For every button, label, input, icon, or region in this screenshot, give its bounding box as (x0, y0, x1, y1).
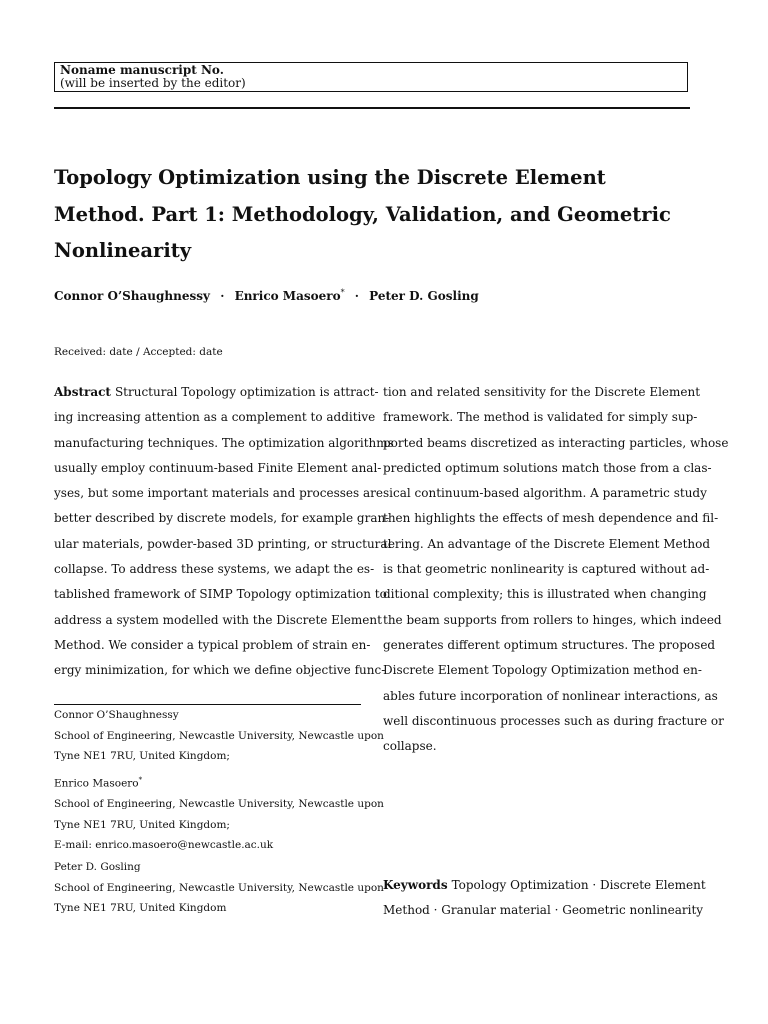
affiliation-line: School of Engineering, Newcastle University, Newcastle upon (54, 729, 384, 742)
abstract-line: predicted optimum solutions match those from a clas- (383, 460, 712, 475)
corresponding-author-mark: * (340, 288, 345, 297)
abstract-line: address a system modelled with the Discrete Element (54, 612, 382, 627)
abstract-line: tion and related sensitivity for the Discrete Element (383, 385, 701, 399)
keywords-heading: Keywords (383, 878, 448, 892)
abstract-line: tering. An advantage of the Discrete Element Method (383, 536, 711, 551)
abstract-line: yses, but some important materials and processes are (54, 486, 383, 501)
abstract-heading: Abstract (54, 385, 111, 399)
abstract-line: usually employ continuum-based Finite Element anal- (54, 460, 382, 475)
affiliation-email[interactable]: E-mail: enrico.masoero@newcastle.ac.uk (54, 839, 274, 851)
abstract-line (54, 380, 379, 405)
keywords-block (383, 873, 706, 924)
title-line: Topology Optimization using the Discrete Element (54, 166, 606, 189)
affiliation-author: Peter D. Gosling (54, 861, 141, 873)
abstract-line: well discontinuous processes such as during fracture or (383, 713, 724, 728)
abstract-line: tablished framework of SIMP Topology optimization to (54, 587, 387, 602)
abstract-line: generates different optimum structures. The proposed (383, 637, 716, 652)
title-line: Nonlinearity (54, 239, 192, 262)
author-separator: · (354, 289, 359, 303)
author-separator: · (220, 289, 225, 303)
received-date: Received: date / Accepted: date (54, 346, 223, 358)
title-line: Method. Part 1: Methodology, Validation, and Geometric (54, 202, 671, 226)
editor-note: (will be inserted by the editor) (60, 76, 246, 90)
abstract-line: then highlights the effects of mesh dependence and fil- (383, 511, 719, 526)
abstract-line: manufacturing techniques. The optimization algorithms (54, 435, 394, 450)
affiliation-author-row (54, 770, 374, 794)
abstract-line: ular materials, powder-based 3D printing, or structural (54, 536, 392, 551)
header-rule (54, 107, 690, 109)
abstract-line: ergy minimization, for which we define objective func- (54, 663, 386, 678)
author-name: Peter D. Gosling (369, 289, 479, 303)
abstract-line: ables future incorporation of nonlinear interactions, as (383, 688, 718, 703)
abstract-line: framework. The method is validated for simply sup- (383, 410, 698, 425)
author-list (54, 288, 479, 303)
affiliation-block (54, 770, 384, 856)
abstract-line: ported beams discretized as interacting particles, whose (383, 435, 729, 450)
abstract-line: ditional complexity; this is illustrated when changing (383, 587, 707, 602)
abstract-right-column (383, 380, 729, 759)
affiliation-author: Connor O’Shaughnessy (54, 709, 179, 721)
paper-title (54, 160, 704, 270)
affiliation-line: Tyne NE1 7RU, United Kingdom; (54, 818, 230, 831)
author-name: Enrico Masoero (234, 289, 341, 303)
affiliation-block (54, 705, 384, 767)
abstract-line: ing increasing attention as a complement to additive (54, 410, 376, 425)
affiliation-block (54, 857, 384, 919)
abstract-line: is that geometric nonlinearity is captured without ad- (383, 562, 710, 577)
keywords-line: Method · Granular material · Geometric nonlinearity (383, 903, 704, 918)
keywords-text: Topology Optimization · Discrete Element (451, 878, 706, 892)
keywords-line (383, 873, 706, 898)
abstract-line: the beam supports from rollers to hinges, which indeed (383, 612, 722, 627)
abstract-line: sical continuum-based algorithm. A parametric study (383, 486, 707, 501)
abstract-line: better described by discrete models, for example gran- (54, 511, 390, 526)
affiliation-author: Enrico Masoero (54, 777, 139, 790)
abstract-line: collapse. (383, 739, 437, 754)
abstract-line: collapse. To address these systems, we adapt the es- (54, 562, 375, 577)
affiliation-line: School of Engineering, Newcastle University, Newcastle upon (54, 881, 384, 894)
manuscript-number: Noname manuscript No. (60, 63, 224, 77)
abstract-text: Structural Topology optimization is attract- (114, 385, 379, 399)
manuscript-box (54, 62, 688, 92)
abstract-line: Method. We consider a typical problem of strain en- (54, 637, 371, 652)
abstract-left-column (54, 380, 394, 684)
abstract-line: Discrete Element Topology Optimization method en- (383, 663, 702, 678)
affiliation-line: Tyne NE1 7RU, United Kingdom; (54, 750, 230, 762)
affiliation-line: Tyne NE1 7RU, United Kingdom (54, 902, 227, 914)
affiliation-line: School of Engineering, Newcastle University, Newcastle upon (54, 798, 384, 810)
author-name: Connor O’Shaughnessy (54, 289, 210, 303)
corresponding-author-mark: * (138, 776, 143, 784)
